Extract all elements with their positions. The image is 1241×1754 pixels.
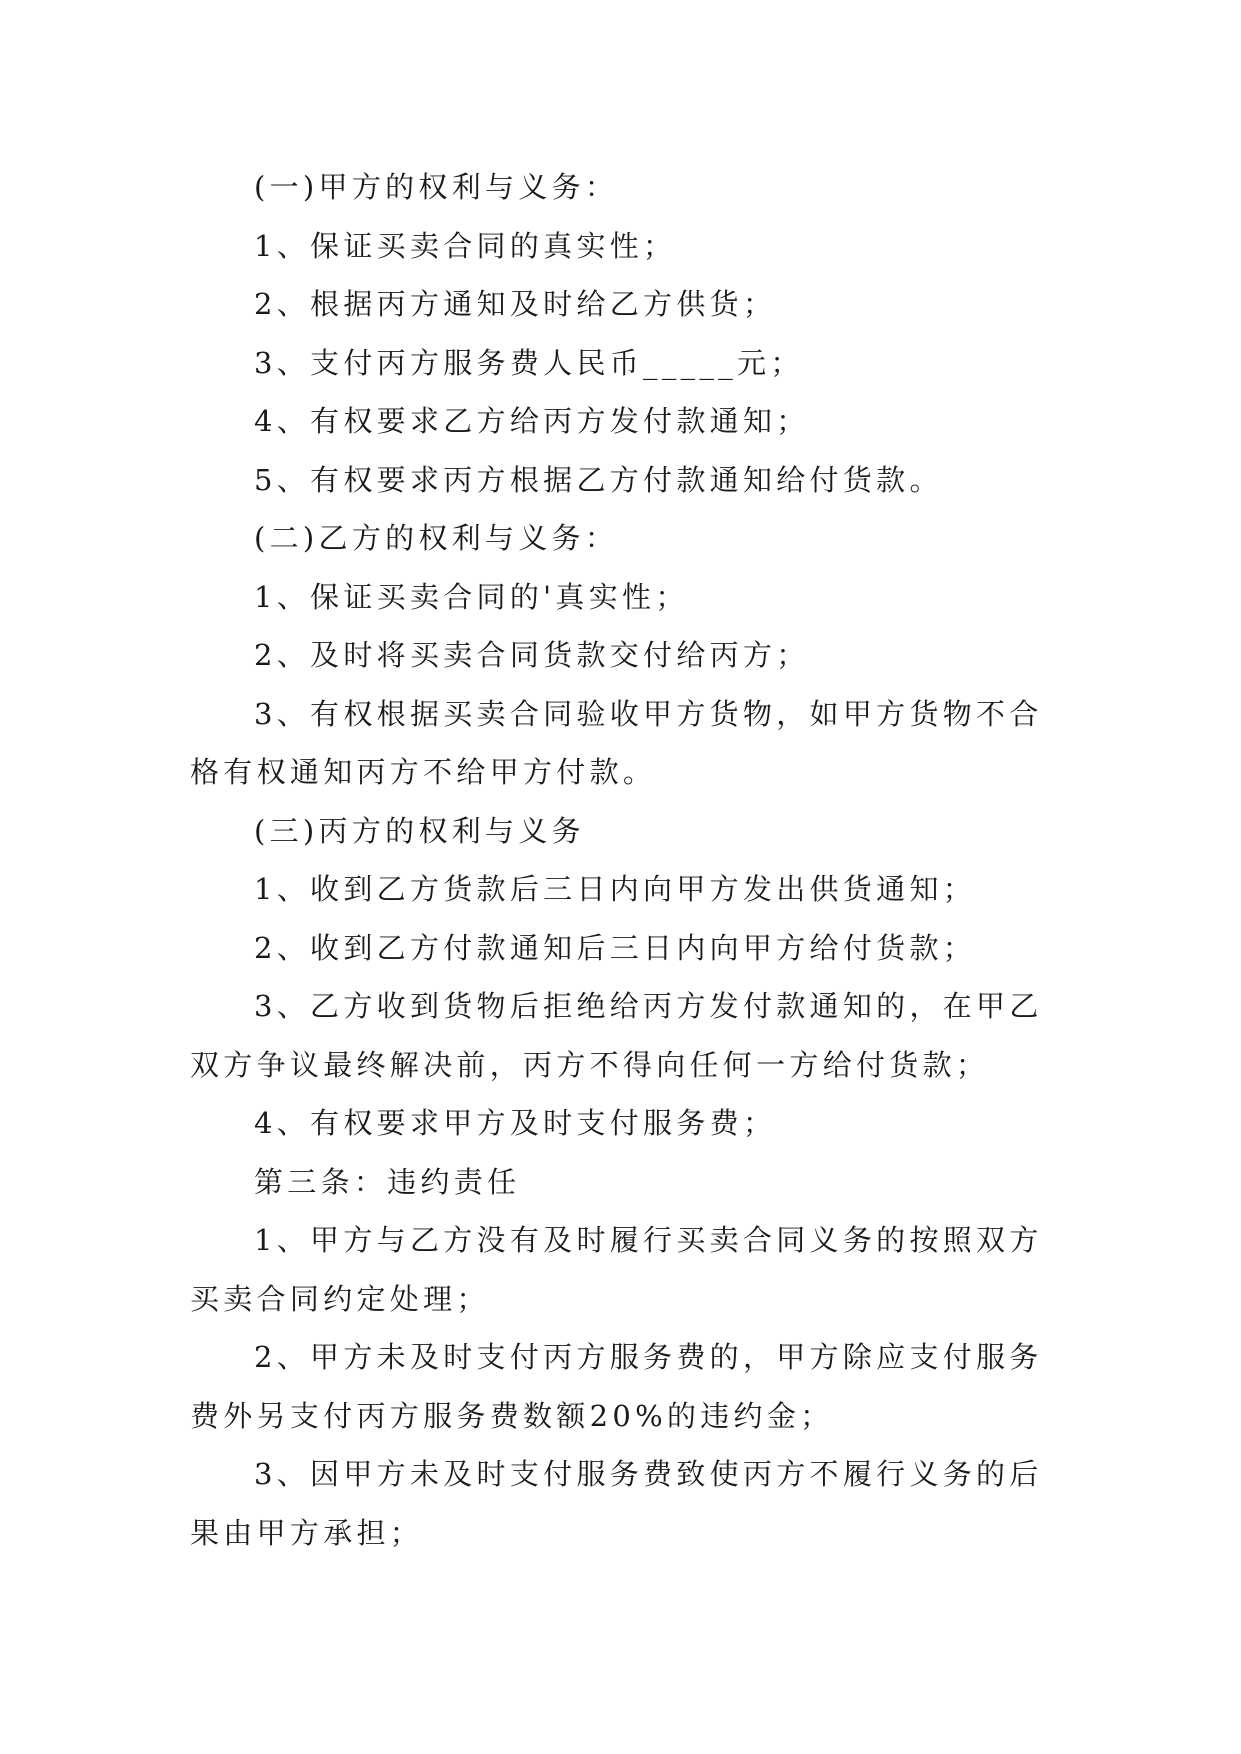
party-c-item-1: 1、收到乙方货款后三日内向甲方发出供货通知； — [254, 872, 977, 906]
party-a-item-5: 5、有权要求丙方根据乙方付款通知给付货款。 — [254, 462, 943, 497]
section-heading-party-b: (二)乙方的权利与义务： — [254, 521, 619, 555]
section-heading-party-c: (三)丙方的权利与义务 — [254, 813, 585, 848]
section-heading-party-a: (一)甲方的权利与义务： — [254, 170, 619, 204]
party-a-item-3: 3、支付丙方服务费人民币_____元； — [254, 345, 804, 380]
article-heading-breach: 第三条：违约责任 — [254, 1164, 521, 1199]
party-b-item-3: 3、有权根据买卖合同验收甲方货物，如甲方货物不合格有权通知丙方不给甲方付款。 — [190, 696, 1043, 789]
breach-item-1: 1、甲方与乙方没有及时履行买卖合同义务的按照双方买卖合同约定处理； — [190, 1223, 1043, 1316]
party-a-item-1: 1、保证买卖合同的真实性； — [254, 228, 677, 263]
party-c-item-3: 3、乙方收到货物后拒绝给丙方发付款通知的，在甲乙双方争议最终解决前，丙方不得向任何一方给付货款； — [190, 989, 1043, 1082]
breach-item-2: 2、甲方未及时支付丙方服务费的，甲方除应支付服务费外另支付丙方服务费数额20%的违约金； — [190, 1340, 1043, 1433]
party-c-item-2: 2、收到乙方付款通知后三日内向甲方给付货款； — [254, 930, 977, 965]
party-b-item-1: 1、保证买卖合同的'真实性； — [254, 579, 689, 614]
document-body — [190, 158, 1052, 1562]
breach-item-3: 3、因甲方未及时支付服务费致使丙方不履行义务的后果由甲方承担； — [190, 1457, 1043, 1550]
party-a-item-4: 4、有权要求乙方给丙方发付款通知； — [254, 404, 810, 438]
party-a-item-2: 2、根据丙方通知及时给乙方供货； — [254, 287, 777, 321]
party-c-item-4: 4、有权要求甲方及时支付服务费； — [254, 1106, 777, 1140]
party-b-item-2: 2、及时将买卖合同货款交付给丙方； — [254, 638, 810, 672]
